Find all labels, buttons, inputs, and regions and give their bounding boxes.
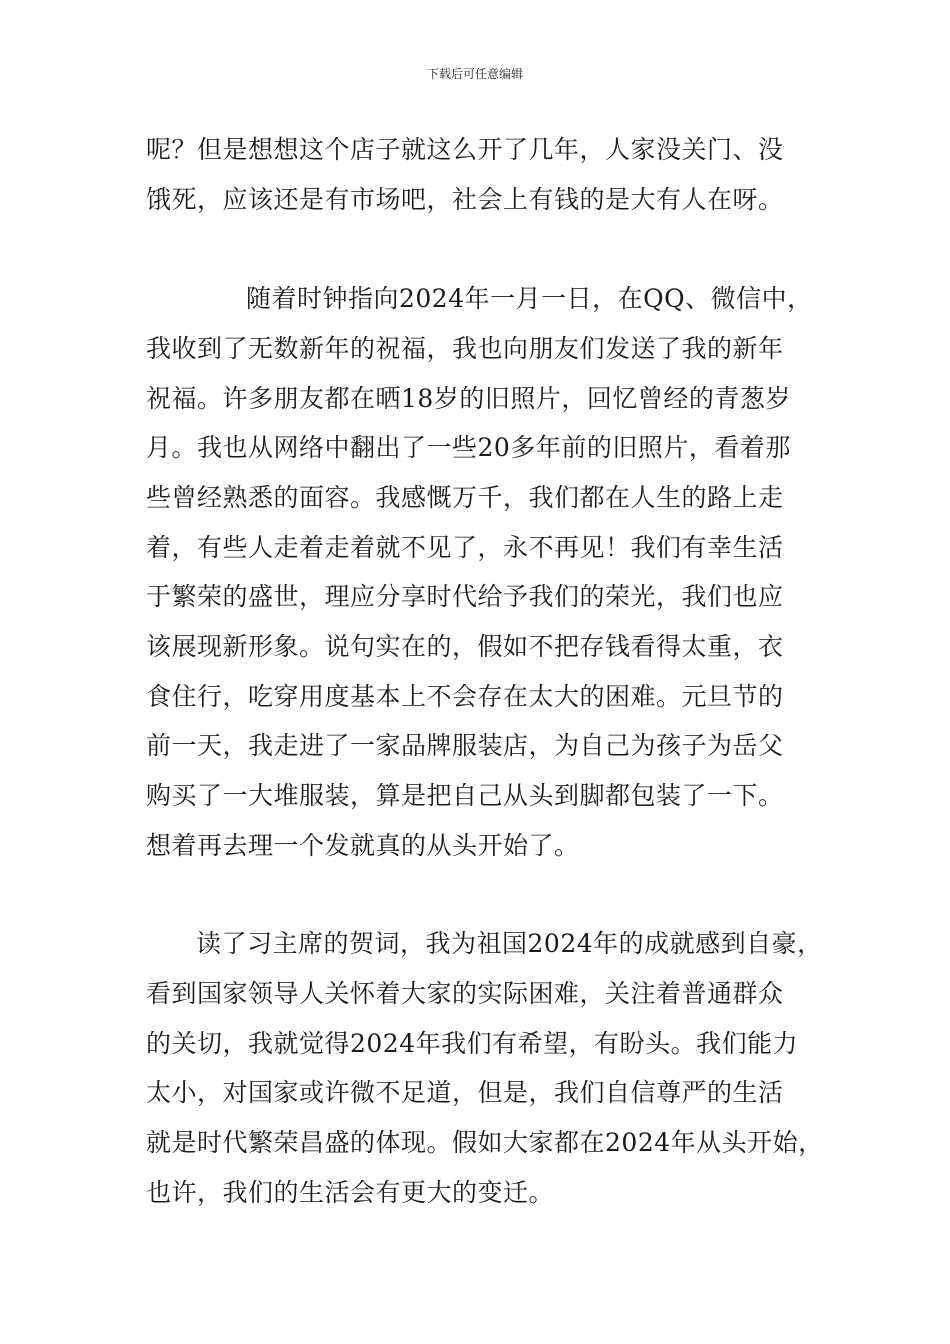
paragraph-line: 随着时钟指向2024年一月一日，在QQ、微信中， [246,284,813,313]
paragraph-line: 月。我也从网络中翻出了一些20多年前的旧照片，看着那 [146,433,791,462]
paragraph-line: 也许，我们的生活会有更大的变迁。 [146,1178,555,1207]
paragraph-line: 该展现新形象。说句实在的，假如不把存钱看得太重，衣 [146,632,784,661]
paragraph-line: 我收到了无数新年的祝福，我也向朋友们发送了我的新年 [146,334,784,363]
paragraph-line: 就是时代繁荣昌盛的体现。假如大家都在2024年从头开始， [146,1128,824,1157]
paragraph-line: 些曾经熟悉的面容。我感慨万千，我们都在人生的路上走 [146,483,784,512]
paragraph-line: 着，有些人走着走着就不见了，永不再见！我们有幸生活 [146,533,784,562]
paragraph-line: 太小，对国家或许微不足道，但是，我们自信尊严的生活 [146,1078,784,1107]
paragraph-line: 于繁荣的盛世，理应分享时代给予我们的荣光，我们也应 [146,582,784,611]
paragraph-line: 前一天，我走进了一家品牌服装店，为自己为孩子为岳父 [146,731,784,760]
paragraph-line: 看到国家领导人关怀着大家的实际困难，关注着普通群众 [146,979,784,1008]
paragraph-line: 祝福。许多朋友都在晒18岁的旧照片，回忆曾经的青葱岁 [146,384,791,413]
paragraph-line: 呢？但是想想这个店子就这么开了几年，人家没关门、没 [146,135,784,164]
page-header: 下载后可任意编辑 [426,67,523,81]
paragraph-line: 读了习主席的贺词，我为祖国2024年的成就感到自豪， [196,929,823,958]
paragraph-line: 饿死，应该还是有市场吧，社会上有钱的是大有人在呀。 [146,185,784,214]
paragraph-line: 想着再去理一个发就真的从头开始了。 [146,831,580,860]
paragraph-line: 购买了一大堆服装，算是把自己从头到脚都包装了一下。 [146,781,784,810]
paragraph-line: 食住行，吃穿用度基本上不会存在太大的困难。元旦节的 [146,682,784,711]
paragraph-line: 的关切，我就觉得2024年我们有希望，有盼头。我们能力 [146,1029,799,1058]
